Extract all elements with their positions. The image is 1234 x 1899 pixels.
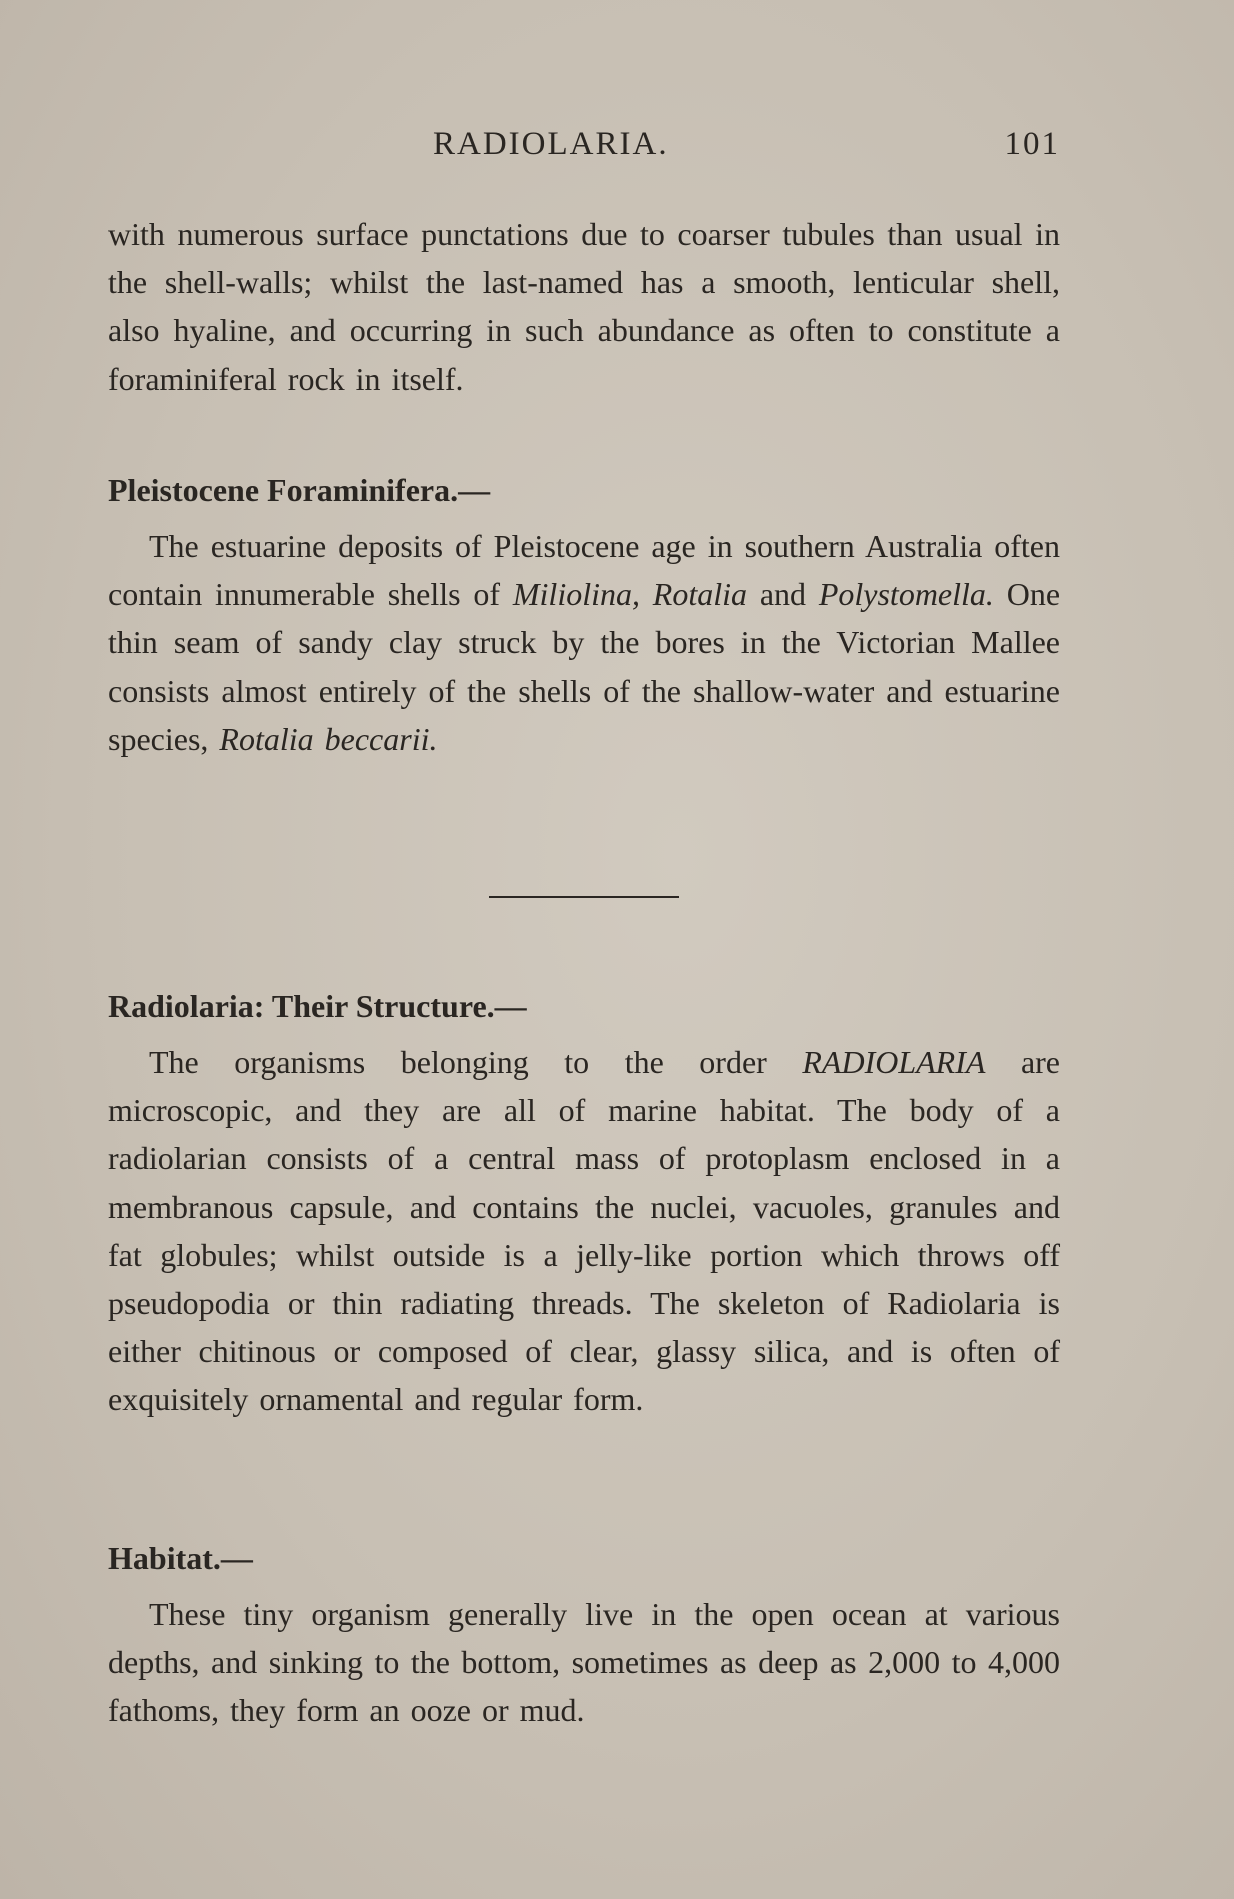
structure-heading: Radiolaria: Their Structure.— (108, 988, 527, 1024)
pleistocene-paragraph (108, 522, 1060, 763)
section-divider (489, 896, 679, 898)
structure-text-1: The organisms belonging to the order (149, 1044, 803, 1080)
pleistocene-heading: Pleistocene Foraminifera.— (108, 472, 491, 508)
habitat-paragraph (108, 1590, 1060, 1735)
intro-text: with numerous surface punctations due to coarser tubules than usual in the shell-walls; whilst the last-named has a smooth, lenticular shell, also hyaline, and occurring in such abundance as often to constitute a foraminiferal rock in itself. (108, 216, 1060, 397)
running-title: RADIOLARIA. (433, 126, 669, 162)
structure-paragraph (108, 1038, 1060, 1424)
running-head (108, 126, 1060, 174)
structure-text-2: are microscopic, and they are all of marine habitat. The body of a radiolarian consists of a central mass of protoplasm enclosed in a membranous capsule, and contains the nuclei, vacuoles, granules and fat globules; whilst outside is a jelly-like portion which throws off pseudopodia or thin radiating threads. The skeleton of Radiolaria is either chitinous or composed of clear, glassy silica, and is often of exquisitely ornamental and regular form. (108, 1044, 1061, 1418)
structure-order-name: RADIOLARIA (802, 1044, 986, 1080)
pleistocene-species: Rotalia beccarii. (219, 720, 438, 757)
pleistocene-text-1: The estuarine deposits of Pleistocene age in southern Australia often contain innumerable shells of (108, 528, 1060, 613)
pleistocene-genera-2: Polystomella. (818, 576, 994, 613)
page-number: 101 (1004, 126, 1060, 162)
habitat-text: These tiny organism generally live in the open ocean at various depths, and sinking to the bottom, sometimes as deep as 2,000 to 4,000 fathoms, they form an ooze or mud. (108, 1596, 1060, 1729)
pleistocene-text-3: One thin seam of sandy clay struck by the bores in the Victorian Mallee consists almost entirely of the shells of the shallow-water and estuarine species, (108, 576, 1061, 757)
book-page (108, 120, 1060, 1820)
pleistocene-genera-1: Miliolina, Rotalia (512, 576, 748, 613)
intro-paragraph (108, 210, 1060, 403)
habitat-heading: Habitat.— (108, 1540, 253, 1576)
pleistocene-text-2: and (747, 576, 819, 613)
